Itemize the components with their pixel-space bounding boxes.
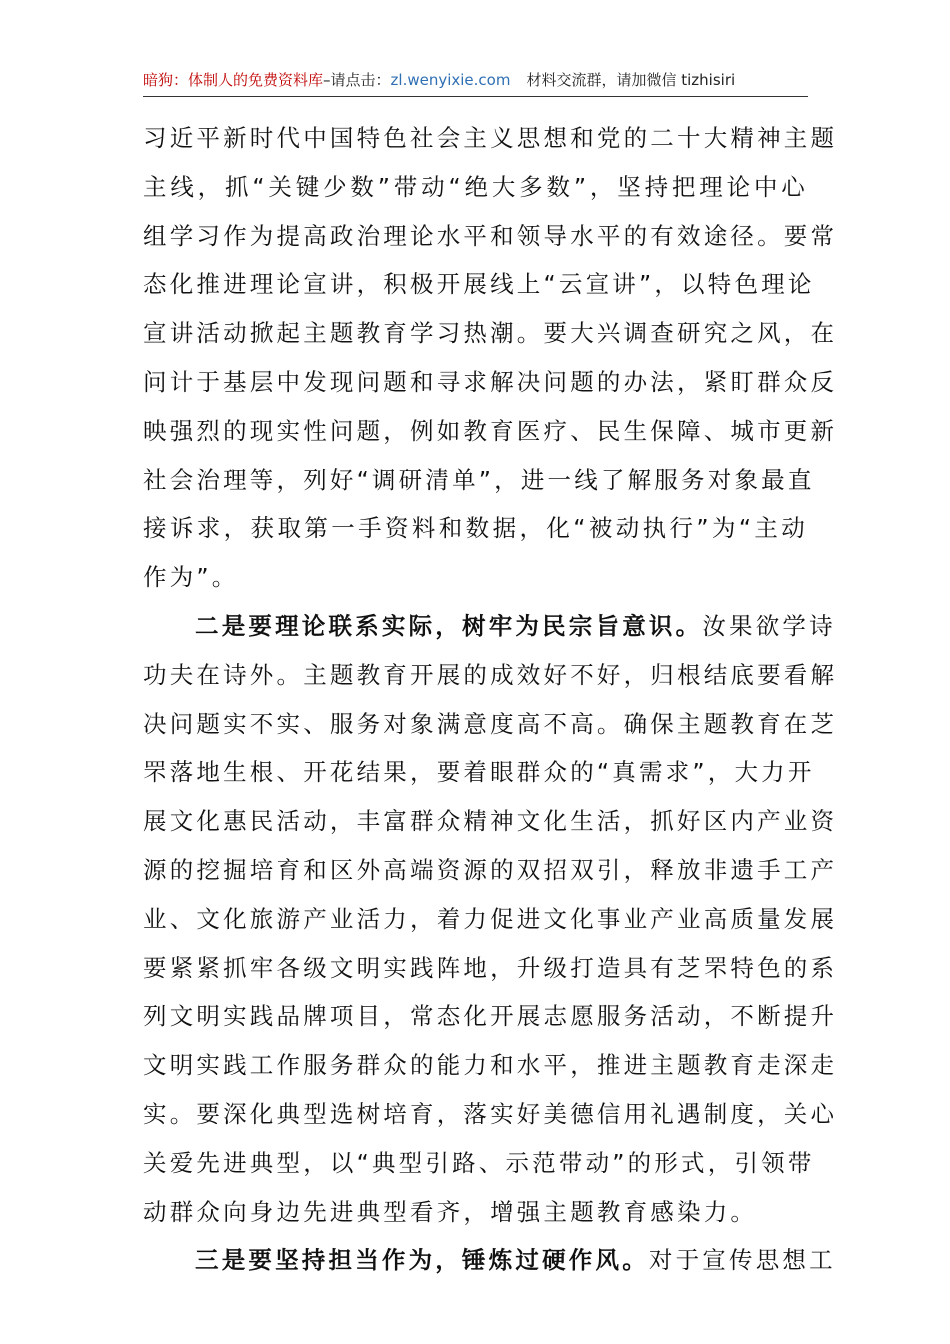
- header-click-prompt: –请点击：: [323, 71, 391, 89]
- line-text: 映强烈的现实性问题，例如教育医疗、民生保障、城市更新: [143, 416, 838, 445]
- section-heading: 三是要坚持担当作为，锤炼过硬作风。: [195, 1246, 649, 1275]
- line-text: 主线，抓“关键少数”带动“绝大多数”，坚持把理论中心: [143, 172, 808, 201]
- line-text: 接诉求，获取第一手资料和数据，化“被动执行”为“主动: [143, 514, 808, 543]
- header-url-link[interactable]: zl.wenyixie.com: [390, 71, 511, 89]
- text-line: [143, 407, 838, 456]
- line-text: 关爱先进典型，以“典型引路、示范带动”的形式，引领带: [143, 1148, 815, 1177]
- text-line: [143, 895, 838, 944]
- text-line: [143, 700, 838, 749]
- line-text: 组学习作为提高政治理论水平和领导水平的有效途径。要常: [143, 221, 838, 250]
- text-line: [143, 1236, 836, 1285]
- header-site-name: 暗狗：体制人的免费资料库: [143, 71, 324, 89]
- text-line: [143, 114, 838, 163]
- text-line: [143, 1188, 808, 1237]
- text-line: [143, 846, 838, 895]
- line-text: 作为”。: [143, 563, 239, 592]
- text-line: [143, 1090, 838, 1139]
- text-line: [143, 358, 838, 407]
- line-text: 展文化惠民活动，丰富群众精神文化生活，抓好区内产业资: [143, 807, 838, 836]
- line-text: 源的挖掘培育和区外高端资源的双招双引，释放非遗手工产: [143, 855, 838, 884]
- line-text: 宣讲活动掀起主题教育学习热潮。要大兴调查研究之风，在: [143, 319, 838, 348]
- text-line: [143, 504, 808, 553]
- line-text: 习近平新时代中国特色社会主义思想和党的二十大精神主题: [143, 124, 838, 152]
- text-line: [143, 456, 815, 505]
- line-text: 功夫在诗外。主题教育开展的成效好不好，归根结底要看解: [143, 660, 838, 689]
- text-line: [143, 212, 838, 261]
- text-line: [143, 651, 838, 700]
- document-body: [143, 114, 838, 1285]
- text-line: [143, 944, 838, 993]
- line-text: 社会治理等，列好“调研清单”，进一线了解服务对象最直: [143, 465, 815, 494]
- text-line: [143, 309, 838, 358]
- line-text: 对于宣传思想工: [648, 1246, 836, 1275]
- text-line: [143, 602, 836, 651]
- line-text: 列文明实践品牌项目，常态化开展志愿服务活动，不断提升: [143, 1002, 838, 1031]
- text-line: [143, 553, 808, 602]
- text-line: [143, 163, 808, 212]
- line-text: 决问题实不实、服务对象满意度高不高。确保主题教育在芝: [143, 709, 838, 738]
- line-text: 罘落地生根、开花结果，要着眼群众的“真需求”，大力开: [143, 758, 815, 787]
- text-line: [143, 748, 815, 797]
- line-text: 业、文化旅游产业活力，着力促进文化事业产业高质量发展: [143, 904, 838, 933]
- section-heading: 二是要理论联系实际，树牢为民宗旨意识。: [195, 611, 703, 640]
- text-line: [143, 1041, 838, 1090]
- text-line: [143, 992, 838, 1041]
- line-text: 汝果欲学诗: [702, 611, 836, 640]
- page-header: [143, 64, 808, 97]
- line-text: 要紧紧抓牢各级文明实践阵地，升级打造具有芝罘特色的系: [143, 953, 838, 982]
- line-text: 动群众向身边先进典型看齐，增强主题教育感染力。: [143, 1197, 758, 1226]
- line-text: 态化推进理论宣讲，积极开展线上“云宣讲”，以特色理论: [143, 270, 815, 299]
- text-line: [143, 1139, 815, 1188]
- line-text: 实。要深化典型选树培育，落实好美德信用礼遇制度，关心: [143, 1099, 838, 1128]
- header-wechat-note: 材料交流群，请加微信 tizhisiri: [526, 71, 736, 89]
- text-line: [143, 797, 838, 846]
- text-line: [143, 260, 815, 309]
- line-text: 文明实践工作服务群众的能力和水平，推进主题教育走深走: [143, 1051, 838, 1080]
- line-text: 问计于基层中发现问题和寻求解决问题的办法，紧盯群众反: [143, 367, 838, 396]
